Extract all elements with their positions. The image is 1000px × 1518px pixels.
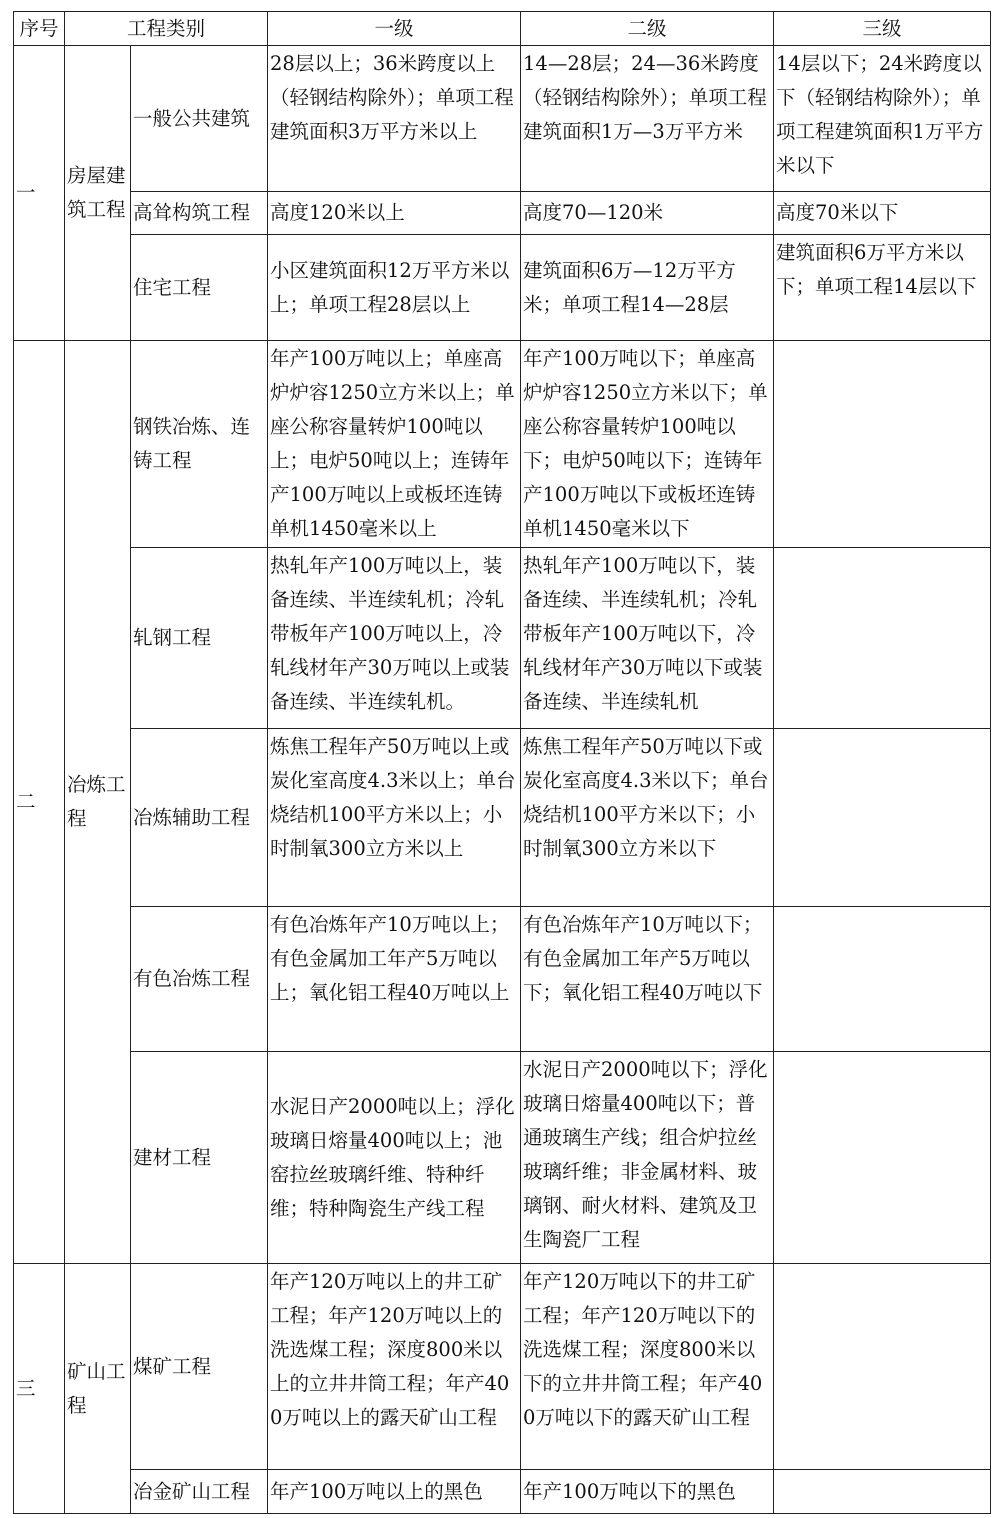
table-row: [14, 341, 991, 548]
header-seq: 序号: [14, 12, 65, 46]
subcategory-cell: 轧钢工程: [131, 548, 268, 729]
table-row: [14, 192, 991, 235]
level-3-cell: 高度70米以下: [774, 192, 991, 235]
level-3-cell: [774, 1052, 991, 1264]
header-level-1: 一级: [268, 12, 521, 46]
subcategory-cell: 高耸构筑工程: [131, 192, 268, 235]
grade-standards-table: [13, 11, 991, 1514]
header-level-2: 二级: [521, 12, 774, 46]
subcategory-cell: 冶金矿山工程: [131, 1470, 268, 1514]
table-row: [14, 1052, 991, 1264]
header-level-3: 三级: [774, 12, 991, 46]
subcategory-cell: 有色冶炼工程: [131, 907, 268, 1052]
table-row: [14, 729, 991, 907]
group-name-2: 冶炼工程: [65, 341, 131, 1264]
table-row: [14, 235, 991, 341]
table-row: [14, 1264, 991, 1470]
level-3-cell: [774, 907, 991, 1052]
level-2-cell: 年产120万吨以下的井工矿工程；年产120万吨以下的洗选煤工程；深度800米以下的立井井筒工程；年产400万吨以下的露天矿山工程: [521, 1264, 774, 1470]
level-1-cell: 年产100万吨以上；单座高炉炉容1250立方米以上；单座公称容量转炉100吨以上；电炉50吨以上；连铸年产100万吨以上或板坯连铸单机1450毫米以上: [268, 341, 521, 548]
subcategory-cell: 住宅工程: [131, 235, 268, 341]
level-1-cell: 水泥日产2000吨以上；浮化玻璃日熔量400吨以上；池窑拉丝玻璃纤维、特种纤维；特种陶瓷生产线工程: [268, 1052, 521, 1264]
group-seq-1: 一: [14, 46, 65, 341]
level-1-cell: 炼焦工程年产50万吨以上或炭化室高度4.3米以上；单台烧结机100平方米以上；小时制氧300立方米以上: [268, 729, 521, 907]
level-3-cell: 14层以下；24米跨度以下（轻钢结构除外）；单项工程建筑面积1万平方米以下: [774, 46, 991, 192]
level-2-cell: 热轧年产100万吨以下，装备连续、半连续轧机；冷轧带板年产100万吨以下，冷轧线材年产30万吨以下或装备连续、半连续轧机: [521, 548, 774, 729]
subcategory-cell: 冶炼辅助工程: [131, 729, 268, 907]
level-2-cell: 年产100万吨以下；单座高炉炉容1250立方米以下；单座公称容量转炉100吨以下；电炉50吨以下；连铸年产100万吨以下或板坯连铸单机1450毫米以下: [521, 341, 774, 548]
level-2-cell: 年产100万吨以下的黑色: [521, 1470, 774, 1514]
level-1-cell: 28层以上；36米跨度以上（轻钢结构除外）；单项工程建筑面积3万平方米以上: [268, 46, 521, 192]
group-name-1: 房屋建筑工程: [65, 46, 131, 341]
header-category: 工程类别: [65, 12, 268, 46]
level-3-cell: [774, 1470, 991, 1514]
level-2-cell: 水泥日产2000吨以下；浮化玻璃日熔量400吨以下；普通玻璃生产线；组合炉拉丝玻璃纤维；非金属材料、玻璃钢、耐火材料、建筑及卫生陶瓷厂工程: [521, 1052, 774, 1264]
level-1-cell: 有色冶炼年产10万吨以上；有色金属加工年产5万吨以上；氧化铝工程40万吨以上: [268, 907, 521, 1052]
level-1-cell: 热轧年产100万吨以上，装备连续、半连续轧机；冷轧带板年产100万吨以上，冷轧线材年产30万吨以上或装备连续、半连续轧机。: [268, 548, 521, 729]
level-3-cell: [774, 729, 991, 907]
group-seq-3: 三: [14, 1264, 65, 1514]
table-row: [14, 46, 991, 192]
subcategory-cell: 建材工程: [131, 1052, 268, 1264]
header-row: [14, 12, 991, 46]
level-3-cell: [774, 548, 991, 729]
level-3-cell: [774, 1264, 991, 1470]
subcategory-cell: 煤矿工程: [131, 1264, 268, 1470]
table-row: [14, 548, 991, 729]
table-row: [14, 907, 991, 1052]
level-2-cell: 有色冶炼年产10万吨以下；有色金属加工年产5万吨以下；氧化铝工程40万吨以下: [521, 907, 774, 1052]
level-3-cell: [774, 341, 991, 548]
level-2-cell: 炼焦工程年产50万吨以下或炭化室高度4.3米以下；单台烧结机100平方米以下；小时制氧300立方米以下: [521, 729, 774, 907]
subcategory-cell: 钢铁冶炼、连铸工程: [131, 341, 268, 548]
table-row: [14, 1470, 991, 1514]
group-seq-2: 二: [14, 341, 65, 1264]
level-3-cell: 建筑面积6万平方米以下；单项工程14层以下: [774, 235, 991, 341]
subcategory-cell: 一般公共建筑: [131, 46, 268, 192]
level-1-cell: 年产100万吨以上的黑色: [268, 1470, 521, 1514]
level-2-cell: 14—28层；24—36米跨度（轻钢结构除外）；单项工程建筑面积1万—3万平方米: [521, 46, 774, 192]
group-name-3: 矿山工程: [65, 1264, 131, 1514]
grade-standards-table-wrap: [13, 11, 990, 1514]
level-2-cell: 高度70—120米: [521, 192, 774, 235]
level-1-cell: 高度120米以上: [268, 192, 521, 235]
level-1-cell: 小区建筑面积12万平方米以上；单项工程28层以上: [268, 235, 521, 341]
level-1-cell: 年产120万吨以上的井工矿工程；年产120万吨以上的洗选煤工程；深度800米以上的立井井筒工程；年产400万吨以上的露天矿山工程: [268, 1264, 521, 1470]
level-2-cell: 建筑面积6万—12万平方米；单项工程14—28层: [521, 235, 774, 341]
